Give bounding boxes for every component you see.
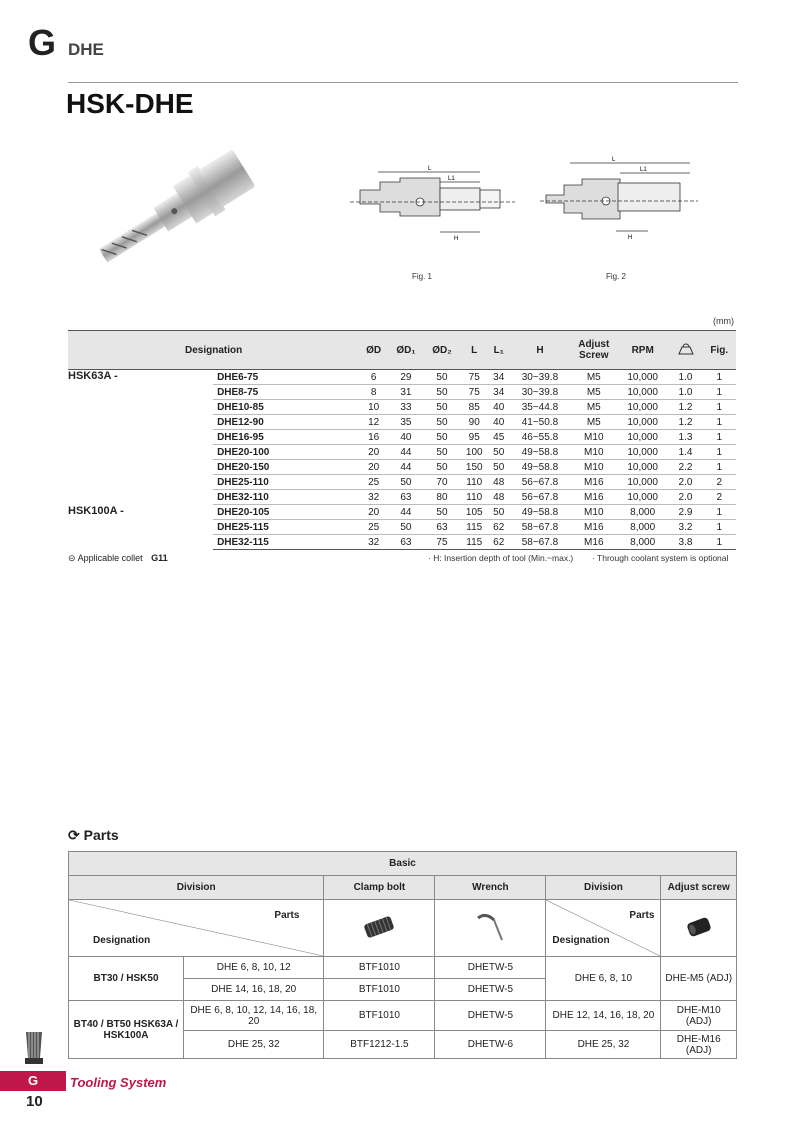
- spec-designation: DHE25-115: [213, 520, 359, 535]
- r1-screw: DHE-M5 (ADJ): [661, 957, 737, 1001]
- col-d: ØD: [359, 331, 388, 370]
- designation-label: Designation: [93, 935, 151, 946]
- wrench-icon: [470, 910, 510, 944]
- collet-side-icon: [22, 1028, 46, 1068]
- spec-cell: 150: [460, 460, 488, 475]
- spec-row: [68, 370, 736, 385]
- clamp-bolt-image-cell: [324, 900, 435, 957]
- spec-cell: 41~50.8: [509, 415, 571, 430]
- spec-designation: DHE32-110: [213, 490, 359, 505]
- spec-designation: DHE12-90: [213, 415, 359, 430]
- spec-cell: 50: [424, 460, 460, 475]
- spec-cell: 40: [388, 430, 424, 445]
- spec-cell: 75: [460, 370, 488, 385]
- page-number: 10: [26, 1093, 43, 1110]
- spec-cell: 49~58.8: [509, 445, 571, 460]
- spec-cell: M16: [571, 490, 617, 505]
- spec-cell: 110: [460, 490, 488, 505]
- spec-cell: 16: [359, 430, 388, 445]
- figure-2-caption: Fig. 2: [606, 272, 627, 281]
- spec-cell: 70: [424, 475, 460, 490]
- parts-table: [68, 851, 737, 1059]
- parts-diagonal-cell-2: [546, 900, 661, 957]
- spec-cell: M10: [571, 505, 617, 520]
- spec-cell: 30~39.8: [509, 370, 571, 385]
- spec-cell: M16: [571, 475, 617, 490]
- spec-cell: 29: [388, 370, 424, 385]
- l1-bolt: BTF1010: [324, 957, 435, 979]
- spec-cell: 12: [359, 415, 388, 430]
- spec-cell: 75: [460, 385, 488, 400]
- collet-note: [68, 553, 168, 564]
- parts-adjust-screw-header: Adjust screw: [661, 876, 737, 900]
- insertion-note: · H: Insertion depth of tool (Min.~max.): [428, 553, 574, 563]
- spec-cell: 44: [388, 445, 424, 460]
- l1-wrench: DHETW-5: [435, 957, 546, 979]
- parts-wrench-header: Wrench: [435, 876, 546, 900]
- spec-cell: 62: [488, 520, 509, 535]
- spec-cell: 32: [359, 535, 388, 550]
- spec-cell: 115: [460, 535, 488, 550]
- parts-arrow-icon: ⟳: [68, 827, 80, 843]
- svg-text:H: H: [454, 236, 459, 242]
- parts-heading: [68, 827, 119, 844]
- spec-cell: 50: [488, 445, 509, 460]
- figure-1-caption: Fig. 1: [412, 272, 433, 281]
- spec-cell: 30~39.8: [509, 385, 571, 400]
- spec-cell: M16: [571, 520, 617, 535]
- spec-cell: 40: [488, 400, 509, 415]
- spec-cell: 1.2: [669, 415, 703, 430]
- spec-cell: 44: [388, 505, 424, 520]
- spec-designation: DHE8-75: [213, 385, 359, 400]
- spec-cell: M10: [571, 445, 617, 460]
- spec-cell: 3.8: [669, 535, 703, 550]
- parts-label: Parts: [274, 910, 300, 921]
- spec-cell: 46~55.8: [509, 430, 571, 445]
- spec-cell: 50: [488, 505, 509, 520]
- spec-cell: 50: [424, 445, 460, 460]
- spec-designation: DHE20-150: [213, 460, 359, 475]
- header-rule: [68, 82, 738, 83]
- spec-cell: 49~58.8: [509, 460, 571, 475]
- spec-cell: 20: [359, 445, 388, 460]
- spec-cell: 48: [488, 475, 509, 490]
- spec-designation: DHE20-105: [213, 505, 359, 520]
- spec-cell: 2.0: [669, 490, 703, 505]
- l2-dhe: DHE 14, 16, 18, 20: [184, 979, 324, 1001]
- product-photo: [72, 145, 272, 285]
- parts-division-header: Division: [69, 876, 324, 900]
- section-name: DHE: [68, 40, 104, 59]
- spec-cell: 2.2: [669, 460, 703, 475]
- spec-designation: DHE25-110: [213, 475, 359, 490]
- spec-cell: 8,000: [617, 535, 669, 550]
- spec-cell: 2.9: [669, 505, 703, 520]
- spec-cell: 34: [488, 385, 509, 400]
- clamp-bolt-icon: [359, 912, 399, 942]
- spec-header-row: [68, 331, 736, 370]
- spec-cell: M5: [571, 385, 617, 400]
- figure-1-drawing: [350, 160, 520, 250]
- spec-cell: 63: [388, 490, 424, 505]
- wrench-image-cell: [435, 900, 546, 957]
- spec-cell: M5: [571, 415, 617, 430]
- col-h: H: [509, 331, 571, 370]
- spec-designation: DHE10-85: [213, 400, 359, 415]
- col-d1: ØD₁: [388, 331, 424, 370]
- col-adjust-screw: Adjust Screw: [571, 331, 617, 370]
- spec-cell: 1.2: [669, 400, 703, 415]
- figure-2-drawing: [540, 155, 700, 255]
- spec-cell: 1: [702, 505, 736, 520]
- spec-cell: 40: [488, 415, 509, 430]
- l3-bolt: BTF1010: [324, 1001, 435, 1031]
- spec-cell: 31: [388, 385, 424, 400]
- spec-cell: 8,000: [617, 520, 669, 535]
- l4-bolt: BTF1212-1.5: [324, 1031, 435, 1059]
- l3-dhe: DHE 6, 8, 10, 12, 14, 16, 18, 20: [184, 1001, 324, 1031]
- spec-cell: 48: [488, 490, 509, 505]
- spec-cell: 10,000: [617, 370, 669, 385]
- spec-cell: 50: [388, 520, 424, 535]
- spec-cell: 50: [388, 475, 424, 490]
- footer-section-badge: G: [0, 1071, 66, 1091]
- spec-cell: 25: [359, 520, 388, 535]
- adjust-screw-image-cell: [661, 900, 737, 957]
- col-designation: Designation: [68, 331, 359, 370]
- spec-cell: 10,000: [617, 415, 669, 430]
- footer-system-name: Tooling System: [70, 1075, 167, 1090]
- spec-cell: 1.3: [669, 430, 703, 445]
- spec-cell: 10,000: [617, 490, 669, 505]
- l4-wrench: DHETW-6: [435, 1031, 546, 1059]
- r1-dhe: DHE 6, 8, 10: [546, 957, 661, 1001]
- collet-icon: ⊝: [68, 553, 76, 563]
- parts-clamp-bolt-header: Clamp bolt: [324, 876, 435, 900]
- spec-cell: 85: [460, 400, 488, 415]
- section-letter: G: [28, 22, 57, 63]
- l2-bolt: BTF1010: [324, 979, 435, 1001]
- spec-cell: 1: [702, 535, 736, 550]
- parts-label-2: Parts: [629, 910, 655, 921]
- spec-cell: 25: [359, 475, 388, 490]
- spec-designation: DHE20-100: [213, 445, 359, 460]
- collet-value: G11: [151, 553, 168, 563]
- spec-cell: 62: [488, 535, 509, 550]
- parts-diagonal-cell: [69, 900, 324, 957]
- svg-text:L: L: [428, 166, 432, 172]
- spec-cell: 10,000: [617, 475, 669, 490]
- spec-cell: 1: [702, 370, 736, 385]
- spec-cell: 110: [460, 475, 488, 490]
- spec-cell: 1.0: [669, 370, 703, 385]
- spec-cell: 8,000: [617, 505, 669, 520]
- spec-cell: 33: [388, 400, 424, 415]
- spec-cell: 50: [488, 460, 509, 475]
- spec-cell: 100: [460, 445, 488, 460]
- spec-cell: 1: [702, 385, 736, 400]
- spec-cell: M10: [571, 430, 617, 445]
- spec-cell: 34: [488, 370, 509, 385]
- spec-cell: 115: [460, 520, 488, 535]
- parts-division-header-2: Division: [546, 876, 661, 900]
- l1-dhe: DHE 6, 8, 10, 12: [184, 957, 324, 979]
- spec-cell: 90: [460, 415, 488, 430]
- spec-cell: 95: [460, 430, 488, 445]
- spec-cell: 10,000: [617, 385, 669, 400]
- spec-cell: 35~44.8: [509, 400, 571, 415]
- division-bt30: BT30 / HSK50: [69, 957, 184, 1001]
- spec-cell: 50: [424, 385, 460, 400]
- spec-cell: 75: [424, 535, 460, 550]
- coolant-note: · Through coolant system is optional: [592, 553, 729, 563]
- spec-cell: 56~67.8: [509, 475, 571, 490]
- spec-designation: DHE6-75: [213, 370, 359, 385]
- weight-icon: [677, 343, 695, 355]
- spec-cell: 80: [424, 490, 460, 505]
- spec-cell: 3.2: [669, 520, 703, 535]
- l4-dhe: DHE 25, 32: [184, 1031, 324, 1059]
- spec-cell: 20: [359, 460, 388, 475]
- spec-cell: 50: [424, 505, 460, 520]
- parts-basic-header: Basic: [69, 852, 737, 876]
- spec-table: [68, 330, 736, 550]
- col-rpm: RPM: [617, 331, 669, 370]
- spec-cell: 45: [488, 430, 509, 445]
- r3-screw: DHE-M16 (ADJ): [661, 1031, 737, 1059]
- spec-cell: 50: [424, 400, 460, 415]
- spec-row: [68, 505, 736, 520]
- spec-cell: 1.0: [669, 385, 703, 400]
- spec-group-name: HSK100A -: [68, 504, 124, 517]
- r3-dhe: DHE 25, 32: [546, 1031, 661, 1059]
- spec-cell: 63: [424, 520, 460, 535]
- col-weight: [669, 331, 703, 370]
- svg-text:L: L: [612, 157, 616, 163]
- svg-text:L1: L1: [448, 176, 455, 182]
- spec-cell: 10,000: [617, 400, 669, 415]
- spec-cell: 10,000: [617, 430, 669, 445]
- spec-cell: M5: [571, 370, 617, 385]
- spec-cell: 1: [702, 460, 736, 475]
- spec-cell: 8: [359, 385, 388, 400]
- col-l1: L₁: [488, 331, 509, 370]
- spec-cell: 1.4: [669, 445, 703, 460]
- spec-group-name: HSK63A -: [68, 370, 118, 382]
- spec-designation: DHE16-95: [213, 430, 359, 445]
- collet-label: Applicable collet: [77, 553, 143, 563]
- unit-label: (mm): [713, 316, 734, 326]
- spec-cell: 20: [359, 505, 388, 520]
- spec-cell: 63: [388, 535, 424, 550]
- designation-label-2: Designation: [552, 935, 610, 946]
- parts-title: Parts: [83, 827, 119, 843]
- spec-cell: 58~67.8: [509, 520, 571, 535]
- spec-cell: 50: [424, 430, 460, 445]
- page-title: HSK-DHE: [66, 88, 194, 119]
- spec-cell: 1: [702, 445, 736, 460]
- spec-cell: M16: [571, 535, 617, 550]
- spec-cell: 2: [702, 490, 736, 505]
- svg-text:L1: L1: [640, 167, 647, 173]
- spec-cell: 10,000: [617, 445, 669, 460]
- spec-cell: 2: [702, 475, 736, 490]
- l3-wrench: DHETW-5: [435, 1001, 546, 1031]
- spec-cell: M10: [571, 460, 617, 475]
- spec-cell: 1: [702, 430, 736, 445]
- division-bt40: BT40 / BT50 HSK63A / HSK100A: [69, 1001, 184, 1059]
- spec-cell: 35: [388, 415, 424, 430]
- l2-wrench: DHETW-5: [435, 979, 546, 1001]
- col-fig: Fig.: [702, 331, 736, 370]
- spec-cell: 44: [388, 460, 424, 475]
- adjust-screw-icon: [682, 912, 716, 942]
- spec-cell: 2.0: [669, 475, 703, 490]
- spec-cell: 32: [359, 490, 388, 505]
- r2-dhe: DHE 12, 14, 16, 18, 20: [546, 1001, 661, 1031]
- spec-cell: 58~67.8: [509, 535, 571, 550]
- svg-text:H: H: [628, 235, 633, 241]
- spec-cell: 49~58.8: [509, 505, 571, 520]
- spec-cell: 1: [702, 520, 736, 535]
- spec-cell: M5: [571, 400, 617, 415]
- spec-cell: 1: [702, 415, 736, 430]
- spec-cell: 50: [424, 370, 460, 385]
- spec-cell: 56~67.8: [509, 490, 571, 505]
- spec-cell: 10: [359, 400, 388, 415]
- spec-cell: 105: [460, 505, 488, 520]
- r2-screw: DHE-M10 (ADJ): [661, 1001, 737, 1031]
- spec-cell: 6: [359, 370, 388, 385]
- spec-cell: 1: [702, 400, 736, 415]
- spec-designation: DHE32-115: [213, 535, 359, 550]
- col-d2: ØD₂: [424, 331, 460, 370]
- col-l: L: [460, 331, 488, 370]
- spec-cell: 10,000: [617, 460, 669, 475]
- spec-cell: 50: [424, 415, 460, 430]
